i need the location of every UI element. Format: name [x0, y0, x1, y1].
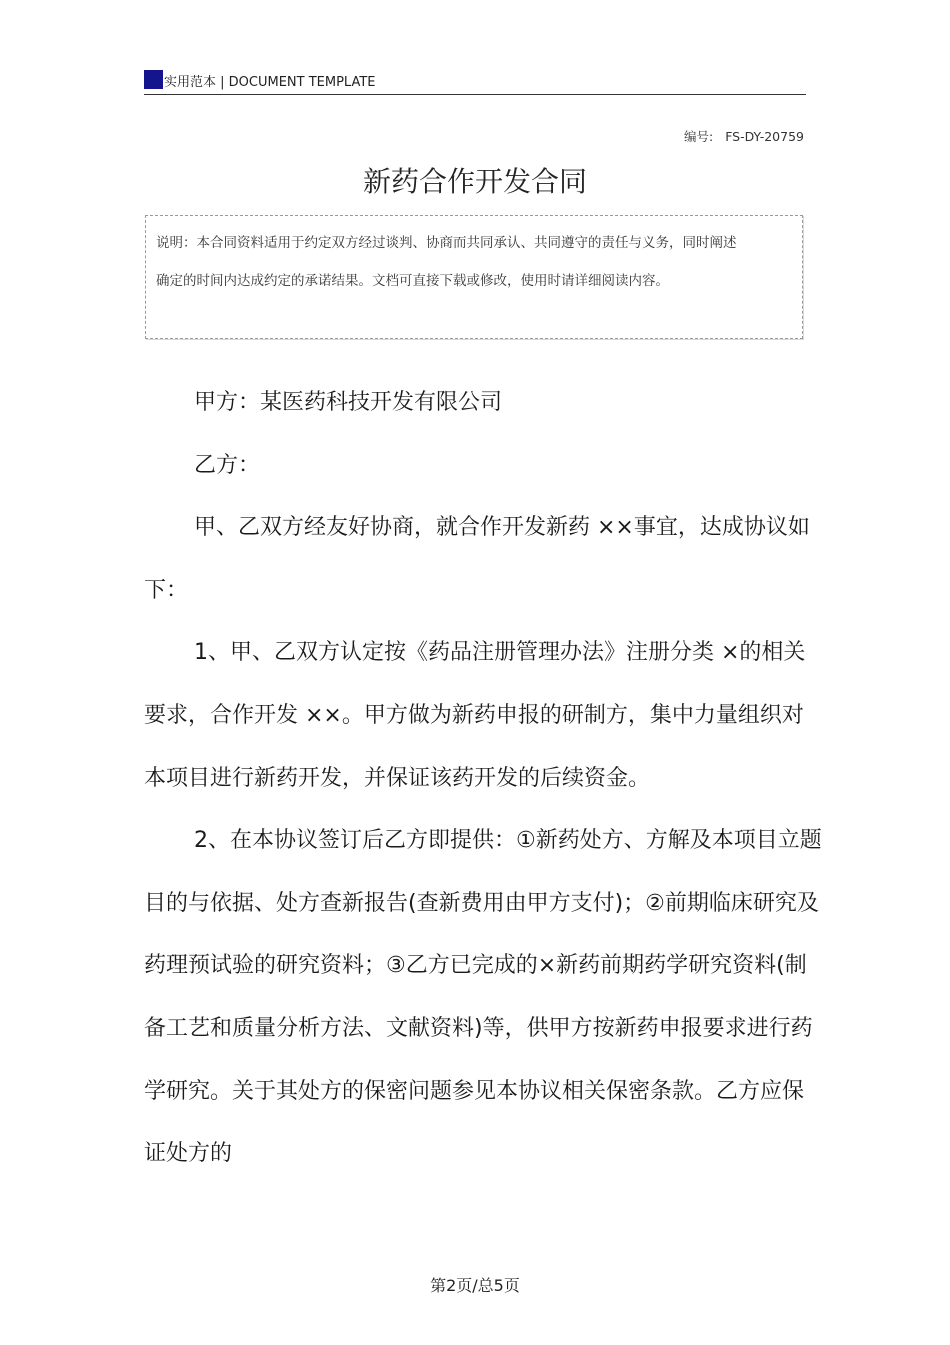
document-number — [684, 127, 804, 145]
party-a: 甲方：某医药科技开发有限公司 — [194, 390, 503, 415]
intro-paragraph: 甲、乙双方经友好协商，就合作开发新药 ××事宜，达成协议如下： — [144, 515, 810, 603]
notice-text: 说明：本合同资料适用于约定双方经过谈判、协商而共同承认、共同遵守的责任与义务，同时阐述确定的时间内达成约定的承诺结果。文档可直接下载或修改，使用时请详细阅读内容。 — [156, 235, 737, 289]
document-number-label: 编号: — [683, 129, 714, 144]
notice-box — [145, 215, 803, 339]
page-header — [144, 70, 806, 95]
document-number-value: FS-DY-20759 — [725, 129, 804, 144]
clause-2: 2、在本协议签订后乙方即提供：①新药处方、方解及本项目立题目的与依据、处方查新报告(查新费用由甲方支付)；②前期临床研究及药理预试验的研究资料；③乙方已完成的×新药前期药学研究资料(制备工艺和质量分析方法、文献资料)等，供甲方按新药申报要求进行药学研究。关于其处方的保密问题参见本协议相关保密条款。乙方应保证处方的 — [144, 828, 822, 1167]
page-footer: 第2页/总5页 — [430, 1276, 520, 1295]
clause-1: 1、甲、乙双方认定按《药品注册管理办法》注册分类 ×的相关要求，合作开发 ××。甲方做为新药申报的研制方，集中力量组织对本项目进行新药开发，并保证该药开发的后续资金。 — [144, 640, 806, 791]
header-text: 实用范本 | DOCUMENT TEMPLATE — [164, 75, 376, 90]
party-b: 乙方： — [194, 452, 261, 478]
brand-square-icon — [144, 70, 163, 89]
document-title: 新药合作开发合同 — [362, 165, 587, 198]
contract-body — [144, 372, 824, 1186]
